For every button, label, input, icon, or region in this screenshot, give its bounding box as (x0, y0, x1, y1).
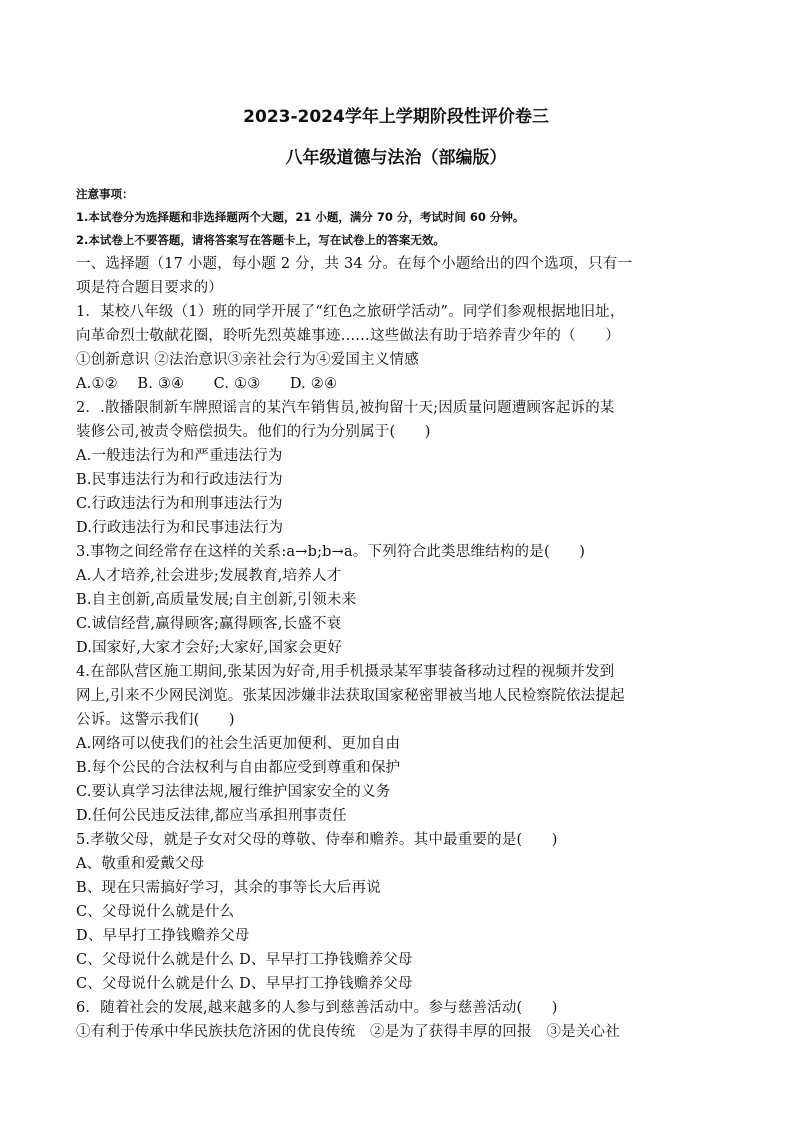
question-1-items: ①创新意识 ②法治意识③亲社会行为④爱国主义情感 (76, 352, 419, 368)
question-4-stem: 4.在部队营区施工期间,张某因为好奇,用手机摄录某军事装备移动过程的视频并发到 (76, 664, 615, 680)
question-5-option-a: A、敬重和爱戴父母 (76, 856, 205, 872)
question-2-option-c: C.行政违法行为和刑事违法行为 (76, 496, 283, 512)
question-3-option-d: D.国家好,大家才会好;大家好,国家会更好 (76, 640, 343, 656)
question-4-stem-end: 公诉。这警示我们( ) (76, 712, 235, 728)
question-1-stem: 1．某校八年级（1）班的同学开展了“红色之旅研学活动”。同学们参观根据地旧址， (76, 304, 625, 320)
notice-item-1: 1.本试卷分为选择题和非选择题两个大题，21 小题，满分 70 分，考试时间 60 分钟。 (76, 210, 525, 224)
question-6-items: ①有利于传承中华民族扶危济困的优良传统 ②是为了获得丰厚的回报 ③是关心社 (76, 1024, 620, 1040)
notice-item-2: 2.本试卷上不要答题，请将答案写在答题卡上，写在试卷上的答案无效。 (76, 233, 445, 247)
question-5-option-b: B、现在只需搞好学习，其余的事等长大后再说 (76, 880, 381, 896)
question-2-option-b: B.民事违法行为和行政违法行为 (76, 472, 283, 488)
notice-heading: 注意事项： (76, 187, 134, 201)
question-4-stem-cont: 网上,引来不少网民浏览。张某因涉嫌非法获取国家秘密罪被当地人民检察院依法提起 (76, 688, 625, 704)
question-1-stem-cont: 向革命烈士敬献花圈，聆听先烈英雄事迹……这些做法有助于培养青少年的（ ） (76, 328, 620, 344)
section-heading: 一、选择题（17 小题，每小题 2 分，共 34 分。在每个小题给出的四个选项，只有一 (76, 256, 633, 272)
page-subtitle: 八年级道德与法治（部编版） (285, 148, 507, 168)
page-title: 2023-2024学年上学期阶段性评价卷三 (243, 107, 549, 127)
question-1-choices: A.①② B. ③④ C. ①③ D. ②④ (76, 376, 338, 392)
question-2-option-d: D.行政违法行为和民事违法行为 (76, 520, 284, 536)
section-heading-cont: 项是符合题目要求的） (76, 280, 223, 296)
question-3-stem: 3.事物之间经常存在这样的关系:a→b;b→a。下列符合此类思维结构的是( ) (76, 544, 586, 560)
question-2-stem-cont: 装修公司,被责令赔偿损失。他们的行为分别属于( ) (76, 424, 431, 440)
question-5-repeat-line-2: C、父母说什么就是什么 D、早早打工挣钱赡养父母 (76, 976, 413, 992)
question-6-stem: 6．随着社会的发展,越来越多的人参与到慈善活动中。参与慈善活动( ) (76, 1000, 558, 1016)
question-2-option-a: A.一般违法行为和严重违法行为 (76, 448, 283, 464)
question-3-option-b: B.自主创新,高质量发展;自主创新,引领未来 (76, 592, 357, 608)
question-5-option-c: C、父母说什么就是什么 (76, 904, 235, 920)
page-content (76, 104, 716, 1044)
question-5-repeat-line-1: C、父母说什么就是什么 D、早早打工挣钱赡养父母 (76, 952, 413, 968)
question-3-option-c: C.诚信经营,赢得顾客;赢得顾客,长盛不衰 (76, 616, 342, 632)
question-4-option-a: A.网络可以使我们的社会生活更加便利、更加自由 (76, 736, 401, 752)
question-5-stem: 5.孝敬父母，就是子女对父母的尊敬、侍奉和赡养。其中最重要的是( ) (76, 832, 558, 848)
question-4-option-b: B.每个公民的合法权利与自由都应受到尊重和保护 (76, 760, 401, 776)
question-4-option-d: D.任何公民违反法律,都应当承担刑事责任 (76, 808, 347, 824)
question-5-option-d: D、早早打工挣钱赡养父母 (76, 928, 250, 944)
question-2-stem: 2．.散播限制新车牌照谣言的某汽车销售员,被拘留十天;因质量问题遭顾客起诉的某 (76, 400, 615, 416)
question-4-option-c: C.要认真学习法律法规,履行维护国家安全的义务 (76, 784, 391, 800)
question-3-option-a: A.人才培养,社会进步;发展教育,培养人才 (76, 568, 342, 584)
